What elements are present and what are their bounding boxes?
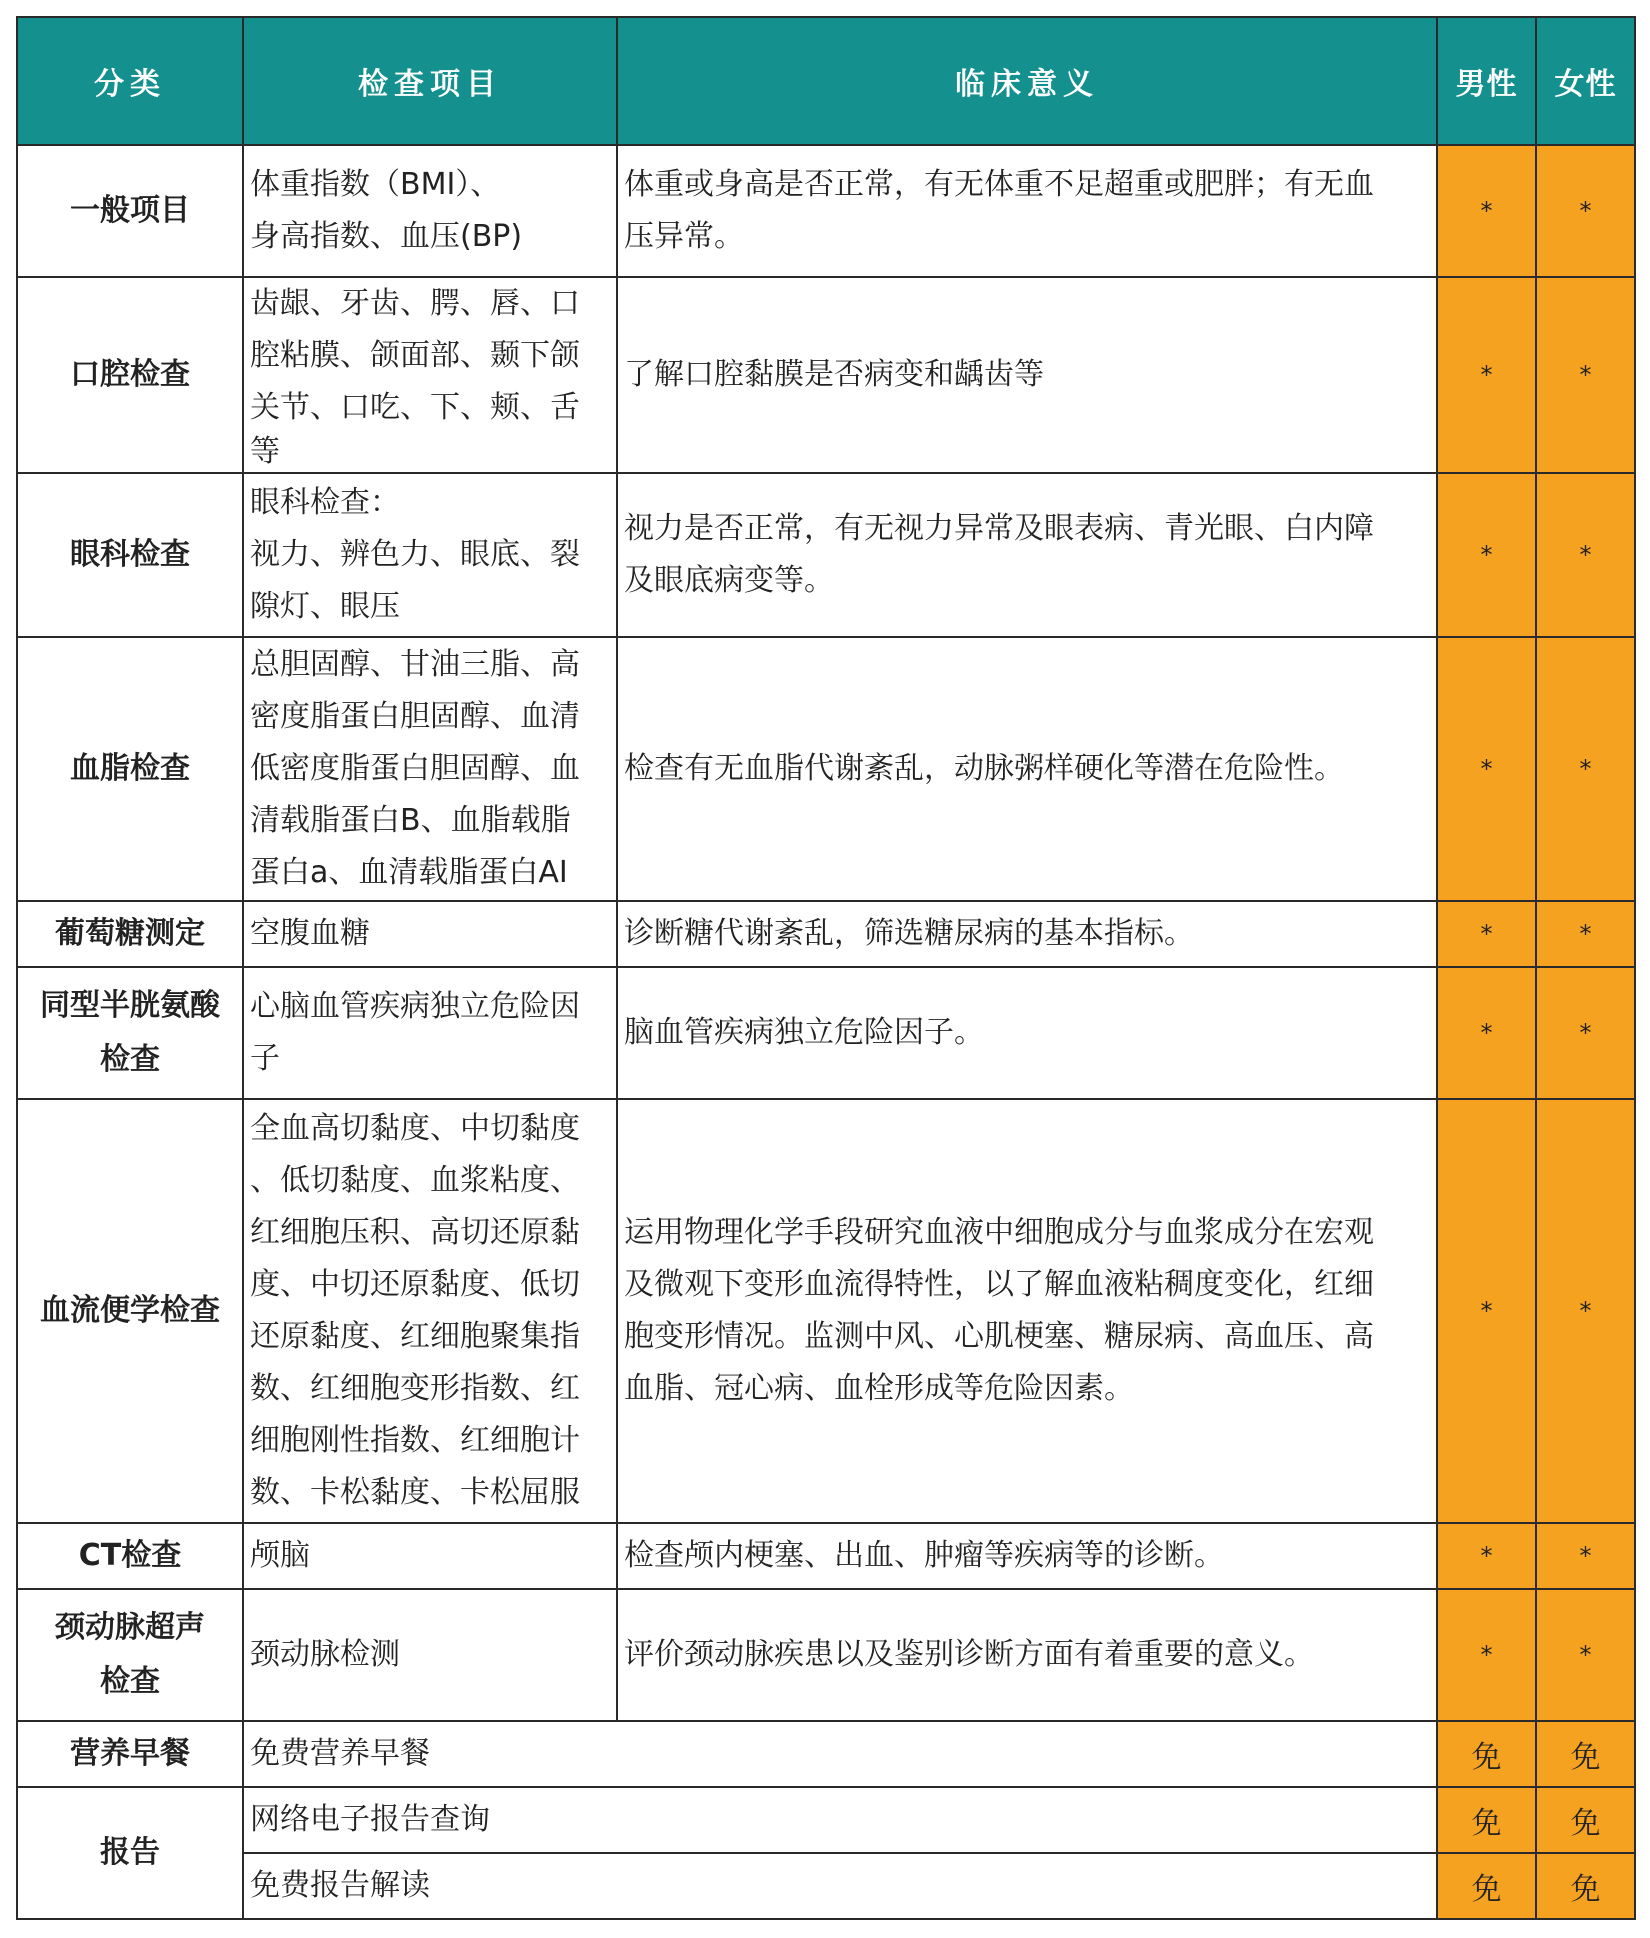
meaning-cell <box>617 967 1437 1099</box>
items-cell <box>243 1099 617 1523</box>
male-mark: * <box>1437 145 1536 277</box>
female-mark: * <box>1536 473 1635 637</box>
female-mark: * <box>1536 1099 1635 1523</box>
female-mark: * <box>1536 277 1635 473</box>
category-cell: 血流便学检查 <box>17 1099 243 1523</box>
table-row <box>17 637 1635 901</box>
male-mark: * <box>1437 1099 1536 1523</box>
table-row <box>17 1853 1635 1919</box>
items-cell <box>243 1589 617 1721</box>
items-line: 还原黏度、红细胞聚集指 <box>250 1319 580 1354</box>
items-cell <box>243 637 617 901</box>
male-mark: * <box>1437 967 1536 1099</box>
items-cell: 免费营养早餐 <box>243 1721 1437 1787</box>
meaning-line: 体重或身高是否正常，有无体重不足超重或肥胖；有无血 <box>624 167 1374 202</box>
items-line: 密度脂蛋白胆固醇、血清 <box>250 699 580 734</box>
category-cell <box>17 967 243 1099</box>
male-mark: * <box>1437 637 1536 901</box>
items-line: 红细胞压积、高切还原黏 <box>250 1215 580 1250</box>
items-line: 腔粘膜、颌面部、颞下颌 <box>250 338 580 373</box>
male-mark: 免 <box>1437 1853 1536 1919</box>
female-mark: * <box>1536 637 1635 901</box>
table-row <box>17 1099 1635 1523</box>
meaning-line: 诊断糖代谢紊乱，筛选糖尿病的基本指标。 <box>624 916 1194 951</box>
items-line: 度、中切还原黏度、低切 <box>250 1267 580 1302</box>
table-row <box>17 967 1635 1099</box>
items-line: 蛋白a、血清载脂蛋白AI <box>250 855 568 890</box>
category-cell: 报告 <box>17 1787 243 1919</box>
male-mark: * <box>1437 1589 1536 1721</box>
items-line: 全血高切黏度、中切黏度 <box>250 1111 580 1146</box>
items-cell <box>243 277 617 473</box>
female-mark: * <box>1536 901 1635 967</box>
female-mark: * <box>1536 145 1635 277</box>
items-line: 颅脑 <box>250 1538 310 1573</box>
items-line: 体重指数（BMI）、 <box>250 167 501 202</box>
male-mark: * <box>1437 473 1536 637</box>
items-cell: 网络电子报告查询 <box>243 1787 1437 1853</box>
category-cell: 血脂检查 <box>17 637 243 901</box>
items-line: 眼科检查： <box>250 485 400 520</box>
female-mark: * <box>1536 1589 1635 1721</box>
meaning-cell <box>617 1099 1437 1523</box>
items-line: 心脑血管疾病独立危险因 <box>250 989 580 1024</box>
table-row <box>17 1787 1635 1853</box>
items-line: 关节、口吃、下、颊、舌 <box>250 390 580 425</box>
category-line: 同型半胱氨酸 <box>40 988 220 1023</box>
category-cell: 葡萄糖测定 <box>17 901 243 967</box>
category-cell: 眼科检查 <box>17 473 243 637</box>
meaning-line: 评价颈动脉疾患以及鉴别诊断方面有着重要的意义。 <box>624 1637 1314 1672</box>
meaning-cell <box>617 637 1437 901</box>
male-mark: * <box>1437 277 1536 473</box>
category-line: 检查 <box>100 1042 160 1077</box>
items-line: 数、卡松黏度、卡松屈服 <box>250 1475 580 1510</box>
meaning-line: 及微观下变形血流得特性，以了解血液粘稠度变化，红细 <box>624 1267 1374 1302</box>
items-line: 子 <box>250 1041 280 1076</box>
category-line: 检查 <box>100 1664 160 1699</box>
items-cell <box>243 1523 617 1589</box>
female-mark: * <box>1536 967 1635 1099</box>
items-line: 低密度脂蛋白胆固醇、血 <box>250 751 580 786</box>
checkup-table <box>16 16 1636 1920</box>
female-mark: 免 <box>1536 1853 1635 1919</box>
female-mark: 免 <box>1536 1787 1635 1853</box>
meaning-line: 了解口腔黏膜是否病变和龋齿等 <box>624 357 1044 392</box>
items-cell <box>243 967 617 1099</box>
table-row <box>17 1523 1635 1589</box>
header-female: 女性 <box>1536 17 1635 145</box>
male-mark: 免 <box>1437 1787 1536 1853</box>
items-line: 、低切黏度、血浆粘度、 <box>250 1163 580 1198</box>
meaning-line: 压异常。 <box>624 219 744 254</box>
male-mark: * <box>1437 1523 1536 1589</box>
table-row <box>17 901 1635 967</box>
table-row <box>17 1589 1635 1721</box>
category-cell: 口腔检查 <box>17 277 243 473</box>
table-row <box>17 277 1635 473</box>
items-line: 隙灯、眼压 <box>250 589 400 624</box>
meaning-line: 脑血管疾病独立危险因子。 <box>624 1015 984 1050</box>
items-line: 清载脂蛋白B、血脂载脂 <box>250 803 571 838</box>
items-line: 身高指数、血压(BP) <box>250 219 523 254</box>
category-cell: CT检查 <box>17 1523 243 1589</box>
table-row <box>17 145 1635 277</box>
items-line: 颈动脉检测 <box>250 1637 400 1672</box>
meaning-cell <box>617 901 1437 967</box>
male-mark: 免 <box>1437 1721 1536 1787</box>
table-row <box>17 1721 1635 1787</box>
meaning-cell <box>617 145 1437 277</box>
items-line: 空腹血糖 <box>250 916 370 951</box>
meaning-line: 视力是否正常，有无视力异常及眼表病、青光眼、白内障 <box>624 511 1374 546</box>
items-line: 视力、辨色力、眼底、裂 <box>250 537 580 572</box>
items-cell <box>243 901 617 967</box>
female-mark: 免 <box>1536 1721 1635 1787</box>
category-line: 颈动脉超声 <box>55 1610 205 1645</box>
category-cell: 一般项目 <box>17 145 243 277</box>
items-line: 等 <box>250 434 280 469</box>
table-header-row <box>17 17 1635 145</box>
meaning-cell <box>617 1523 1437 1589</box>
header-male: 男性 <box>1437 17 1536 145</box>
meaning-line: 及眼底病变等。 <box>624 563 834 598</box>
items-cell <box>243 473 617 637</box>
meaning-cell <box>617 473 1437 637</box>
meaning-line: 运用物理化学手段研究血液中细胞成分与血浆成分在宏观 <box>624 1215 1374 1250</box>
items-cell <box>243 145 617 277</box>
female-mark: * <box>1536 1523 1635 1589</box>
male-mark: * <box>1437 901 1536 967</box>
header-category: 分类 <box>17 17 243 145</box>
meaning-line: 胞变形情况。监测中风、心肌梗塞、糖尿病、高血压、高 <box>624 1319 1374 1354</box>
items-line: 数、红细胞变形指数、红 <box>250 1371 580 1406</box>
items-line: 细胞刚性指数、红细胞计 <box>250 1423 580 1458</box>
meaning-cell <box>617 277 1437 473</box>
category-cell: 营养早餐 <box>17 1721 243 1787</box>
header-items: 检查项目 <box>243 17 617 145</box>
table-row <box>17 473 1635 637</box>
items-cell: 免费报告解读 <box>243 1853 1437 1919</box>
meaning-cell <box>617 1589 1437 1721</box>
items-line: 总胆固醇、甘油三脂、高 <box>250 647 580 682</box>
category-cell <box>17 1589 243 1721</box>
meaning-line: 检查有无血脂代谢紊乱，动脉粥样硬化等潜在危险性。 <box>624 751 1344 786</box>
meaning-line: 血脂、冠心病、血栓形成等危险因素。 <box>624 1371 1134 1406</box>
items-line: 齿龈、牙齿、腭、唇、口 <box>250 286 580 321</box>
header-meaning: 临床意义 <box>617 17 1437 145</box>
meaning-line: 检查颅内梗塞、出血、肿瘤等疾病等的诊断。 <box>624 1538 1224 1573</box>
